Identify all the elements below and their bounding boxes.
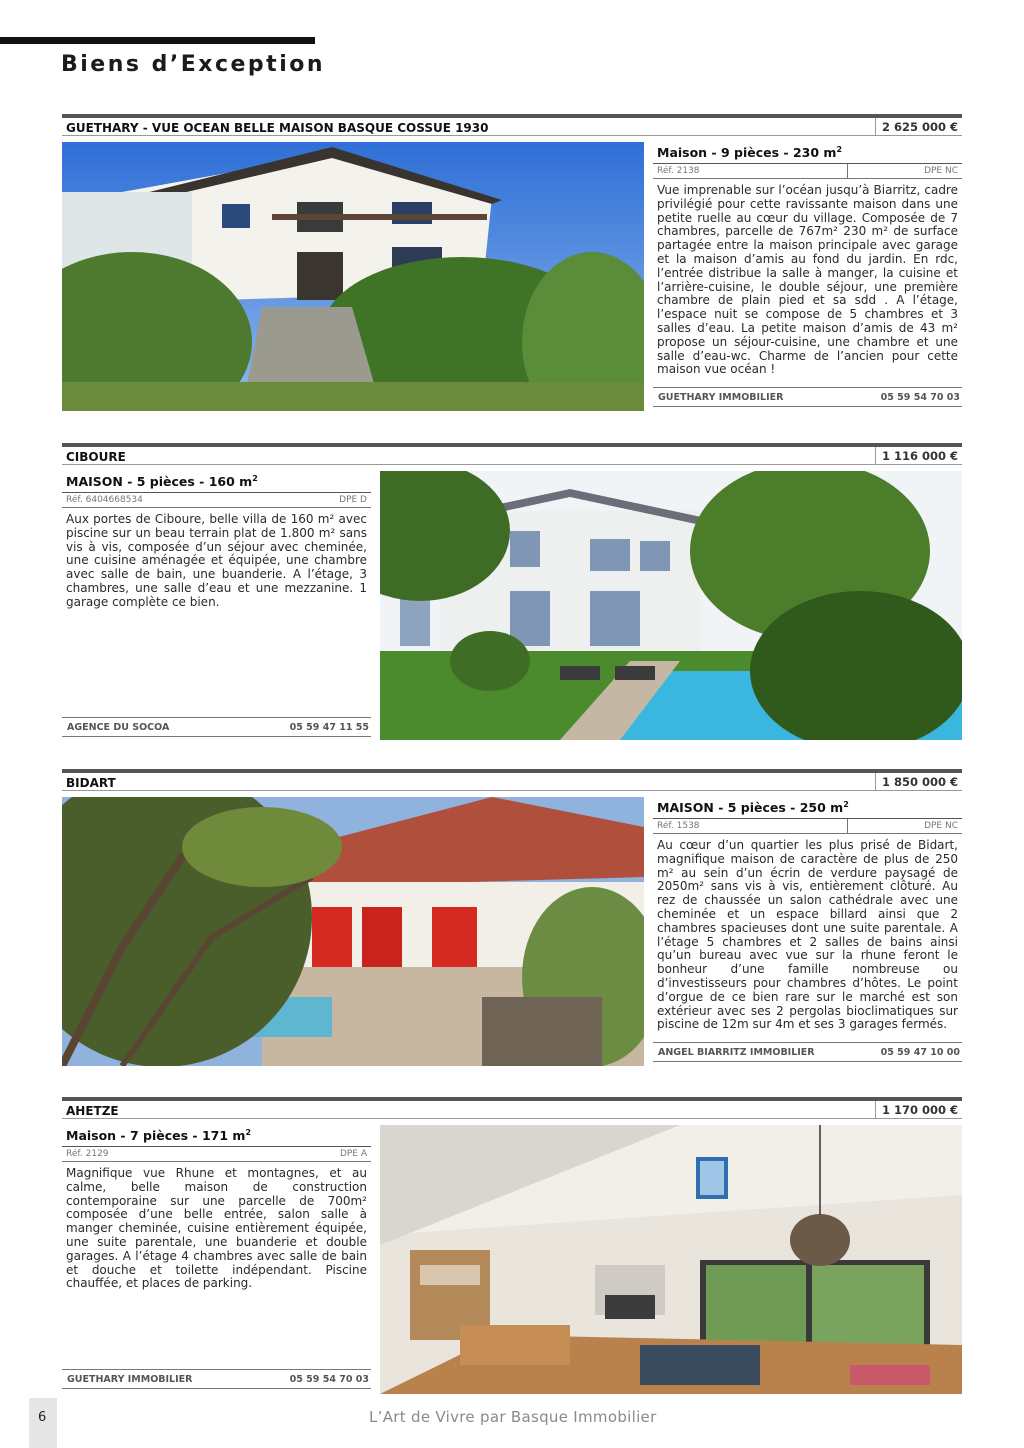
listing-header	[62, 443, 962, 465]
listing-price: 2 625 000 €	[875, 118, 962, 135]
listing-meta	[62, 493, 371, 508]
listing-price: 1 116 000 €	[875, 447, 962, 464]
red-shutter-house-terrace-photo	[62, 797, 644, 1066]
listing-description: Vue imprenable sur l’océan jusqu’à Biarritz, cadre privilégié pour cette ravissante maison dans une petite ruelle au cœur du village. Composée de 7 chambres, parcelle de 767m² 230 m² de surface partagée entre la maison principale avec garage et la maison d’amis au fond du jardin. En rdc, l’entrée distribue la salle à manger, la cuisine et l’arrière-cuisine, le double séjour, une première chambre de plain pied et sa sdd . A l’étage, l’espace nuit se compose de 5 chambres et 3 salles d’eau. La petite maison d’amis de 43 m² propose un séjour-cuisine, une chambre et une salle d’eau-wc. Charme de l’ancien pour cette maison vue océan !	[657, 183, 958, 377]
listing-ahetze	[62, 1097, 962, 1397]
agency-name: AGENCE DU SOCOA	[67, 722, 170, 733]
listing-location: GUETHARY - VUE OCEAN BELLE MAISON BASQUE COSSUE 1930	[66, 121, 489, 135]
listing-ciboure	[62, 443, 962, 743]
listing-agency-footer	[653, 387, 962, 407]
listing-location: CIBOURE	[66, 450, 126, 464]
listing-agency-footer	[62, 1369, 371, 1389]
listing-info	[62, 1125, 371, 1395]
listing-dpe: DPE NC	[924, 821, 958, 831]
listing-description: Au cœur d’un quartier les plus prisé de Bidart, magnifique maison de caractère de plus de 250 m² au sein d’un écrin de verdure paysagé de 2050m² sans vis à vis, entièrement clôturé. Au rez de chaussée un salon cathédrale avec une cheminée et un espace billard ainsi que 2 chambres spacieuses dont une suite parentale. A l’étage 5 chambres et 2 salles de bains ainsi qu’un bureau avec vue sur la rhune feront le bonheur d’une famille nombreuse ou d’investisseurs pour chambres d’hôtes. Le point d’orgue de ce bien rare sur le marché est son extérieur avec ses 2 pergolas bioclimatiques sur piscine de 12m sur 4m et ses 3 garages fermés.	[657, 838, 958, 1032]
listing-description: Aux portes de Ciboure, belle villa de 160 m² avec piscine sur un beau terrain plat de 1.800 m² sans vis à vis, composée d’un séjour avec cheminée, une cuisine aménagée et équipée, une chambre avec salle de bain, une buanderie. A l’étage, 3 chambres, une salle d’eau et une mezzanine. 1 garage complète ce bien.	[66, 512, 367, 609]
page-title: Biens d’Exception	[61, 52, 326, 77]
listing-specs: Maison - 7 pièces - 171 $m^2$	[62, 1125, 371, 1147]
listing-bidart	[62, 769, 962, 1069]
listing-guethary	[62, 114, 962, 414]
listing-specs: Maison - 9 pièces - 230 $m^2$	[653, 142, 962, 164]
contemporary-living-room-photo	[380, 1125, 962, 1394]
page-number: 6	[38, 1410, 47, 1425]
listing-ref: Réf. 2138	[657, 166, 700, 176]
listing-info	[653, 797, 962, 1069]
agency-phone: 05 59 47 11 55	[289, 722, 369, 733]
villa-pool-palms-photo	[380, 471, 962, 740]
top-accent-bar	[0, 37, 315, 44]
listing-header	[62, 769, 962, 791]
listing-info	[653, 142, 962, 414]
basque-house-garden-photo	[62, 142, 644, 411]
agency-name: ANGEL BIARRITZ IMMOBILIER	[658, 1047, 815, 1058]
agency-phone: 05 59 54 70 03	[289, 1374, 369, 1385]
agency-phone: 05 59 47 10 00	[880, 1047, 960, 1058]
agency-name: GUETHARY IMMOBILIER	[67, 1374, 193, 1385]
listing-specs: MAISON - 5 pièces - 160 $m^2$	[62, 471, 371, 493]
listing-ref: Réf. 6404668534	[66, 495, 143, 505]
listing-price: 1 850 000 €	[875, 773, 962, 790]
listing-dpe: DPE D	[339, 495, 367, 505]
listing-price: 1 170 000 €	[875, 1101, 962, 1118]
listing-header	[62, 1097, 962, 1119]
listing-location: BIDART	[66, 776, 116, 790]
listing-location: AHETZE	[66, 1104, 119, 1118]
agency-name: GUETHARY IMMOBILIER	[658, 392, 784, 403]
listing-agency-footer	[653, 1042, 962, 1062]
listing-agency-footer	[62, 717, 371, 737]
listing-specs: MAISON - 5 pièces - 250 $m^2$	[653, 797, 962, 819]
agency-phone: 05 59 54 70 03	[880, 392, 960, 403]
listing-dpe: DPE A	[339, 1149, 367, 1159]
listing-meta	[653, 164, 962, 179]
footer-tagline: L’Art de Vivre par Basque Immobilier	[369, 1408, 657, 1426]
listing-header	[62, 114, 962, 136]
listing-ref: Réf. 2129	[66, 1149, 109, 1159]
listing-info	[62, 471, 371, 741]
listing-meta	[653, 819, 962, 834]
listing-dpe: DPE NC	[924, 166, 958, 176]
listing-meta	[62, 1147, 371, 1162]
listing-description: Magnifique vue Rhune et montagnes, et au calme, belle maison de construction contemporaine sur une parcelle de 700m² composée d’une belle entrée, salon salle à manger cheminée, cuisine entièrement équipée, une suite parentale, une buanderie et double garages. A l’étage 4 chambres avec salle de bain et douche et toilette indépendant. Piscine chauffée, et places de parking.	[66, 1166, 367, 1291]
listing-ref: Réf. 1538	[657, 821, 700, 831]
